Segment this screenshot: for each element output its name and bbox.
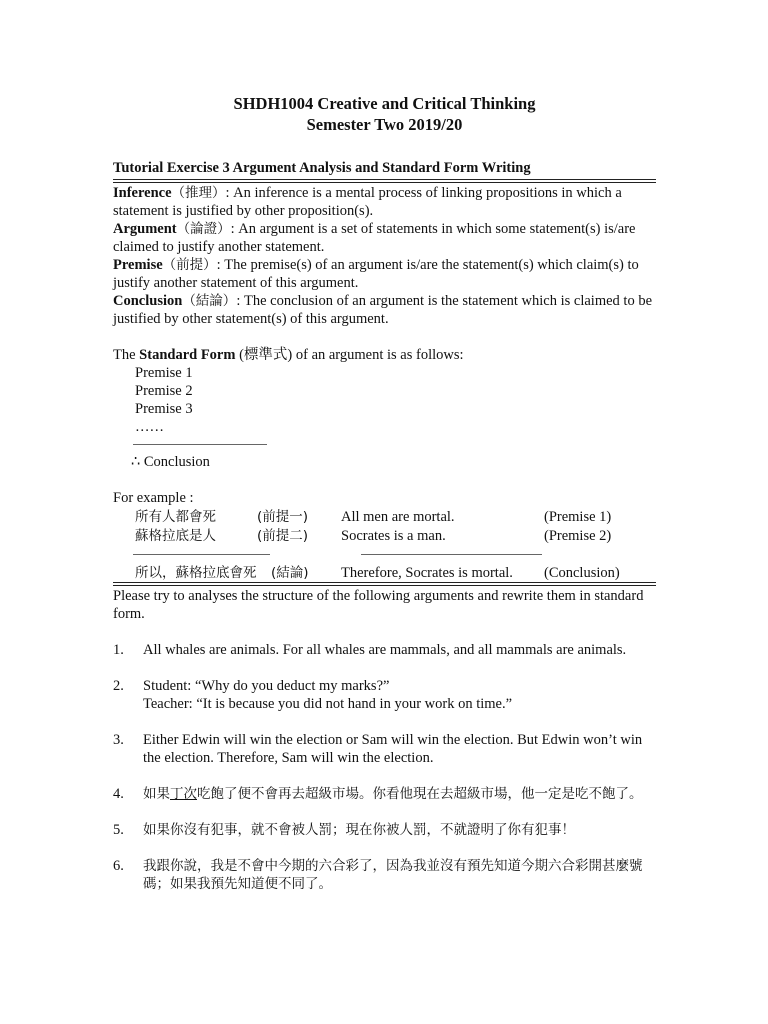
definition-argument (113, 220, 656, 256)
definitions (113, 184, 656, 328)
question-item: 3. Either Edwin will win the election or Sam will win the election. But Edwin won’t win the election. Therefore, Sam will win the election. (113, 731, 656, 767)
standard-form-line: …… (135, 419, 164, 435)
question-text: 如果你沒有犯事，就不會被人罰；現在你被人罰，不就證明了你有犯事！ (143, 822, 575, 838)
question-text: 我跟你說，我是不會中今期的六合彩了，因為我並沒有預先知道今期六合彩開甚麼號碼；如果我預先知道便不同了。 (143, 858, 643, 892)
definition-text: : An inference is a mental process of linking propositions in which a statement is justified by other proposition(s). (113, 185, 622, 219)
standard-form-line: Premise 1 (135, 365, 193, 381)
question-text: Either Edwin will win the election or Sam will win the election. But Edwin won’t win the election. Therefore, Sam will win the election. (143, 732, 643, 766)
example-row: 蘇格拉底是人 (前提二) Socrates is a man. (Premise 2) (135, 527, 612, 544)
definition-term: Argument (113, 221, 177, 237)
question-list (113, 641, 656, 893)
standard-form-conclusion: ∴ Conclusion (131, 454, 210, 470)
example-row: 所有人都會死 (前提一) All men are mortal. (Premise 1) (135, 508, 612, 525)
question-text: Teacher: “It is because you did not hand in your work on time.” (143, 696, 513, 712)
standard-form-line: Premise 3 (135, 401, 193, 417)
question-text: Student: “Why do you deduct my marks?” (143, 678, 390, 694)
example (113, 489, 656, 582)
definition-term: Conclusion (113, 293, 183, 309)
definition-chinese: （結論） (182, 293, 237, 309)
standard-form (113, 346, 656, 471)
definition-chinese: （論證） (176, 221, 231, 237)
standard-form-line: Premise 2 (135, 383, 193, 399)
question-text: 如果丁次吃飽了便不會再去超級市場。你看他現在去超級市場，他一定是吃不飽了。 (143, 786, 643, 802)
definition-text: : The premise(s) of an argument is/are the statement(s) which claim(s) to justify another statement of this argument. (113, 257, 639, 291)
definition-text: : An argument is a set of statements in which some statement(s) is/are claimed to justify another statement. (113, 221, 636, 255)
question-item: 4. 如果丁次吃飽了便不會再去超級市場。你看他現在去超級市場，他一定是吃不飽了。 (113, 785, 656, 803)
double-rule-bottom (113, 582, 656, 586)
definition-premise (113, 256, 656, 292)
standard-form-intro: The Standard Form (標準式) of an argument is as follows: (113, 347, 464, 363)
instructions: Please try to analyses the structure of the following arguments and rewrite them in standard form. (113, 588, 644, 622)
definition-term: Premise (113, 257, 163, 273)
standard-form-divider (133, 444, 267, 445)
example-conclusion-row: 所以，蘇格拉底會死 (結論) Therefore, Socrates is mortal. (Conclusion) (135, 564, 620, 581)
question-text: All whales are animals. For all whales are mammals, and all mammals are animals. (143, 642, 627, 658)
underlined-name: 丁次 (170, 786, 197, 802)
title-block (113, 93, 656, 135)
semester-title: Semester Two 2019/20 (306, 115, 463, 134)
question-item: 5. 如果你沒有犯事，就不會被人罰；現在你被人罰，不就證明了你有犯事！ (113, 821, 656, 839)
definition-chinese: （推理） (171, 185, 226, 201)
definition-inference (113, 184, 656, 220)
example-divider (113, 545, 656, 563)
definition-conclusion (113, 292, 656, 328)
definition-term: Inference (113, 185, 172, 201)
definition-chinese: （前提） (162, 257, 217, 273)
question-item: 6. 我跟你說，我是不會中今期的六合彩了，因為我並沒有預先知道今期六合彩開甚麼號碼；如果我預先知道便不同了。 (113, 857, 656, 893)
section-heading: Tutorial Exercise 3 Argument Analysis and Standard Form Writing (113, 160, 531, 176)
document-page (113, 93, 656, 911)
question-item: 1. All whales are animals. For all whales are mammals, and all mammals are animals. (113, 641, 656, 659)
standard-form-term: Standard Form (139, 347, 236, 363)
question-item: 2. Student: “Why do you deduct my marks?” Teacher: “It is because you did not hand in your work on time.” (113, 677, 656, 713)
definition-text: : The conclusion of an argument is the statement which is claimed to be justified by other statement(s) of this argument. (113, 293, 653, 327)
course-title: SHDH1004 Creative and Critical Thinking (233, 94, 536, 113)
double-rule-top (113, 179, 656, 183)
example-label: For example : (113, 490, 194, 506)
